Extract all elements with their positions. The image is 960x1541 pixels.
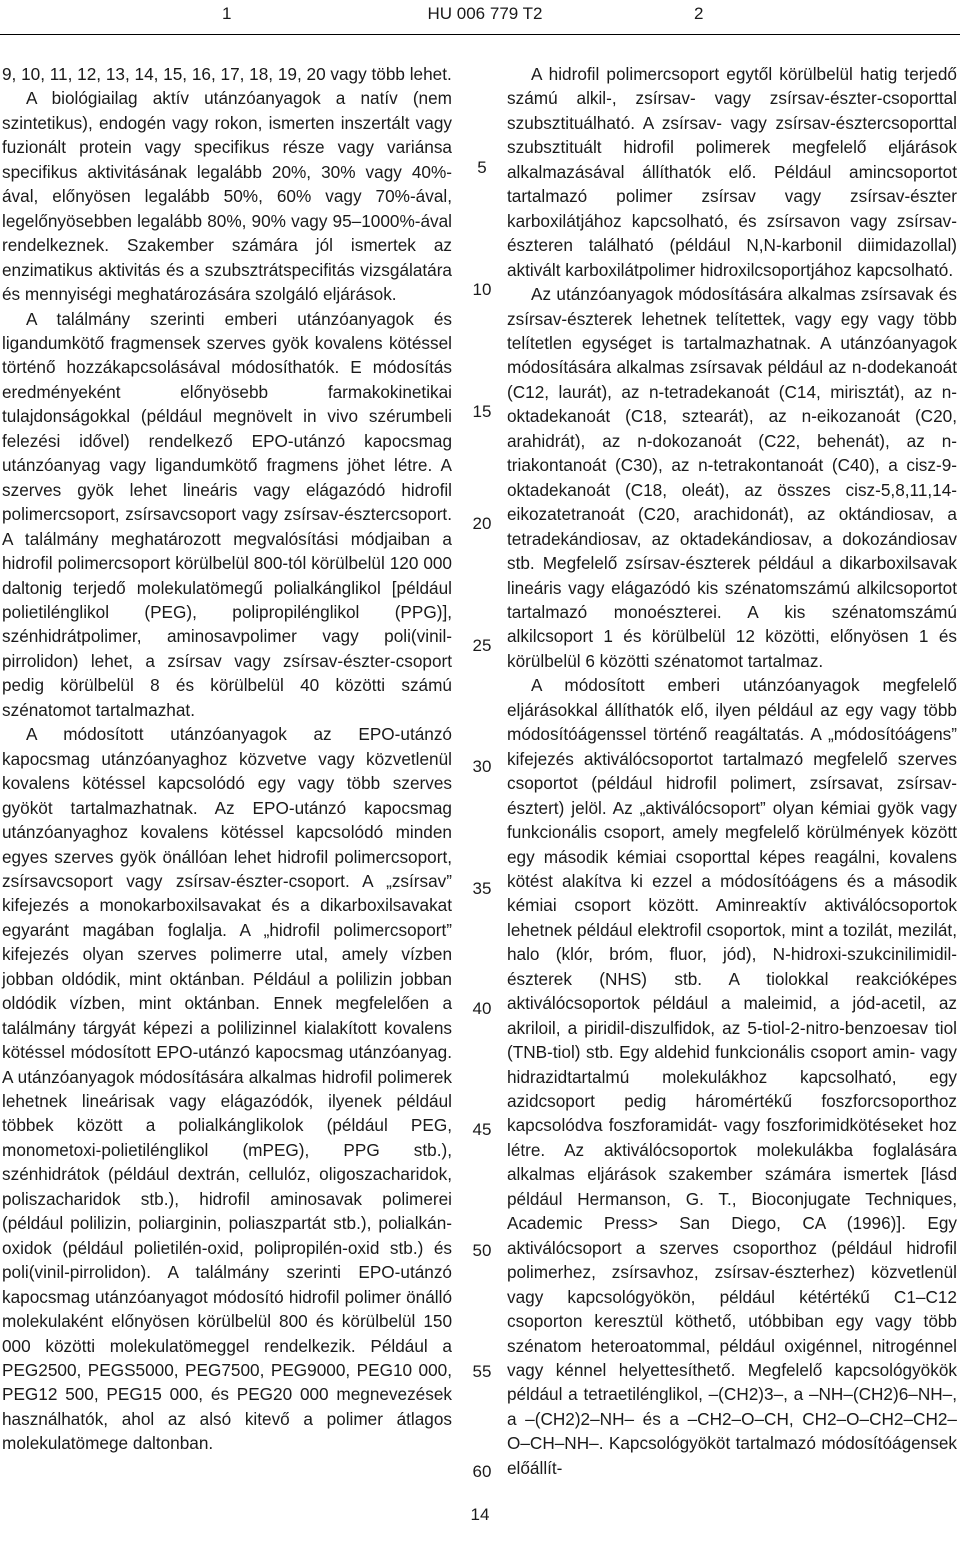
line-number: 55 — [472, 1362, 492, 1381]
header-rule — [0, 34, 960, 35]
page-number-left: 1 — [222, 4, 232, 23]
left-column — [2, 62, 452, 1456]
line-number: 45 — [472, 1120, 492, 1139]
patent-number: HU 006 779 T2 — [427, 4, 543, 23]
paragraph: Az utánzóanyagok módosítására alkalmas zsírsavak és zsírsav-észterek lehetnek telítettek, vagy egy vagy több telítetlen egységet is tartalmazhatnak. A utánzóanyagok módosítására alkalmas zsírsavak például az n-dodekanoát (C12, laurát), az n-tetradekanoát (C14, mirisztát), az n-oktadekanoát (C18, sztearát), az n-eikozanoát (C20, arahidrát), az n-dokozanoát (C22, behenát), az n-triakontanoát (C30), az n-tetrakontanoát (C40), a cisz-9-oktadekanoát (C18, oleát), az összes cisz-5,8,11,14-eikozatetranoát (C20, arachidonát), az oktándiosav, a tetradekándiosav, az oktadekándiosav, a dokozándiosav stb. Megfelelő zsírsav-észterek például a dikarboxilsavak lineáris vagy elágazódó kis szénatomszámú alkilcsoportot tartalmazó monoészterei. A kis szénatomszámú alkilcsoport 1 és körülbelül 12 közötti, előnyösen 1 és körülbelül 6 közötti szénatomot tartalmaz. — [507, 284, 957, 671]
paragraph: A módosított utánzóanyagok az EPO-utánzó kapocsmag utánzóanyaghoz közvetve vagy közvetlenül kovalens kötéssel kapcsolódó egy vagy több szerves gyököt tartalmazhatnak. Az EPO-utánzó kapocsmag utánzóanyaghoz kovalens kötéssel kapcsolódó minden egyes szerves gyök önállóan lehet hidrofil polimercsoport, zsírsavcsoport vagy zsírsav-észter-csoport. A „zsírsav” kifejezés a monokarboxilsavakat és a dikarboxilsavakat egyaránt magában foglalja. A „hidrofil polimercsoport” kifejezés olyan szerves polimerre utal, amely vízben jobban oldódik, mint oktánban. Például a polilizin jobban oldódik vízben, mint oktánban. Ennek megfelelően a találmány tárgyát képezi a polilizinnel kialakított kovalens kötéssel módosított EPO-utánzó kapocsmag utánzóanyag. A utánzóanyagok módosítására alkalmas hidrofil polimerek lehetnek lineárisak vagy elágazódók, ilyenek például többek között a polialkánglikolok (például PEG, monometoxi-polietilénglikol (mPEG), PPG stb.), szénhidrátok (például dextrán, cellulóz, oligoszacharidok, poliszacharidok stb.), hidrofil aminosavak polimerei (például polilizin, poliarginin, poliaszpartát stb.), polialkán-oxidok (például polietilén-oxid, polipropilén-oxid stb.) és poli(vinil-pirrolidon). A találmány szerinti EPO-utánzó kapocsmag utánzóanyagot módosító hidrofil polimer önálló molekulaként előnyösen körülbelül 800 és körülbelül 150 000 közötti molekulatömeggel rendelkezik. Például a PEG2500, PEGS5000, PEG7500, PEG9000, PEG10 000, PEG12 500, PEG15 000, és PEG20 000 megnevezések használhatók, ahol az alsó kitevő a polimer átlagos molekulatömege daltonban. — [2, 724, 452, 1454]
line-number: 15 — [472, 402, 492, 421]
line-number: 40 — [472, 999, 492, 1018]
paragraph: 9, 10, 11, 12, 13, 14, 15, 16, 17, 18, 19, 20 vagy több lehet. — [2, 64, 452, 84]
line-number: 25 — [472, 636, 492, 655]
paragraph: A módosított emberi utánzóanyagok megfelelő eljárásokkal állíthatók elő, ilyen például az egy vagy több módosítóágenssel történő reagáltatás. A „módosítóágens” kifejezés aktiválócsoportot tartalmazó megfelelő szerves csoportot (például hidrofil polimert, zsírsavat, zsírsav-észtert) jelöl. Az „aktiválócsoport” olyan kémiai gyök vagy funkcionális csoport, amely megfelelő körülmények között egy második kémiai csoporttal képes reagálni, kovalens kötést alakítva ki ezzel a módosítóágens és a második kémiai csoport között. Aminreaktív aktiválócsoportok lehetnek például elektrofil csoportok, mint a tozilát, mezilát, halo (klór, bróm, fluor, jód), N-hidroxi-szukcinilimidil-észterek (NHS) stb. A tiolokkal reakcióképes aktiválócsoportok például a maleimid, a jód-acetil, az akriloil, a piridil-diszulfidok, az 5-tiol-2-nitro-benzoesav tiol (TNB-tiol) stb. Egy aldehid funkcionális csoport amin- vagy hidrazidtartalmú molekulákhoz kapcsolható, egy azidcsoport pedig háromértékű foszforcsoporthoz kapcsolódva foszforamidát- vagy foszforimidkötéseket hoz létre. Az aktiválócsoportok molekulákba foglalására alkalmas eljárások szakember számára ismertek [lásd például Hermanson, G. T., Bioconjugate Techniques, Academic Press> San Diego, CA (1996)]. Egy aktiválócsoport a szerves csoporthoz (például hidrofil polimerhez, zsírsavhoz, zsírsav-észterhez) közvetlenül vagy kapcsológyökön, például kétértékű C1–C12 csoporton keresztül köthető, utóbbiban egy vagy több szénatom heteroatommal, például oxigénnel, nitrogénnel vagy kénnel helyettesíthető. Megfelelő kapcsológyökök például a tetraetilénglikol, –(CH2)3–, a –NH–(CH2)6–NH–, a –(CH2)2–NH– és a –CH2–O–CH, CH2–O–CH2–CH2–O–CH–NH–. Kapcsológyököt tartalmazó módosítóágensek előállít- — [507, 675, 957, 1478]
line-number: 10 — [472, 280, 492, 299]
line-number: 50 — [472, 1241, 492, 1260]
page-number-right: 2 — [694, 4, 704, 23]
paragraph: A biológiailag aktív utánzóanyagok a natív (nem szintetikus), endogén vagy rokon, ismerten inszertált vagy fuzionált protein vagy specifikus része vagy variánsa specifikus aktivitásának legalább 20%, 30% vagy 40%-ával, előnyösen legalább 50%, 60% vagy 70%-ával, legelőnyösebben legalább 80%, 90% vagy 95–1000%-ával rendelkeznek. Szakember számára jól ismertek az enzimatikus aktivitás és a szubsztrátspecifitás vizsgálatára és mennyiségi meghatározására szolgáló eljárások. — [2, 88, 452, 305]
line-number: 20 — [472, 514, 492, 533]
page-footer-number: 14 — [470, 1505, 490, 1524]
right-column — [507, 62, 957, 1480]
paragraph: A találmány szerinti emberi utánzóanyagok és ligandumkötő fragmensek szerves gyök kovalens kötéssel történő hozzákapcsolásával módosíthatók. E módosítás eredményeként előnyösebb farmakokinetikai tulajdonságokkal (például megnövelt in vivo szérumbeli felezési idővel) rendelkező EPO-utánzó kapocsmag utánzóanyag vagy ligandumkötő fragmens jöhet létre. A szerves gyök lehet lineáris vagy elágazódó hidrofil polimercsoport, zsírsavcsoport vagy zsírsav-észtercsoport. A találmány meghatározott megvalósítási módjaiban a hidrofil polimercsoport körülbelül 800-tól körülbelül 120 000 daltonig terjedő molekulatömegű polialkánglikol [például polietilénglikol (PEG), polipropilénglikol (PPG)], szénhidrátpolimer, aminosavpolimer vagy poli(vinil-pirrolidon) lehet, a zsírsav vagy zsírsav-észter-csoport pedig körülbelül 8 és körülbelül 40 közötti számú szénatomot tartalmazhat. — [2, 308, 452, 720]
paragraph: A hidrofil polimercsoport egytől körülbelül hatig terjedő számú alkil-, zsírsav- vagy zsírsav-észter-csoporttal szubsztituálható. A zsírsav- vagy zsírsav-észtercsoporttal szubsztituált hidrofil polimerek megfelelő eljárások alkalmazásával állíthatók elő. Például amincsoportot tartalmazó polimer zsírsav vagy zsírsav-észter karboxilátjához kapcsolható, és zsírsavon vagy zsírsav-észteren található (például N,N-karbonil diimidazollal) aktivált karboxilátpolimer hidroxilcsoportjához kapcsolható. — [507, 64, 957, 280]
line-number: 35 — [472, 879, 492, 898]
line-number: 60 — [472, 1462, 492, 1481]
line-number: 5 — [477, 158, 487, 177]
line-number: 30 — [472, 757, 492, 776]
